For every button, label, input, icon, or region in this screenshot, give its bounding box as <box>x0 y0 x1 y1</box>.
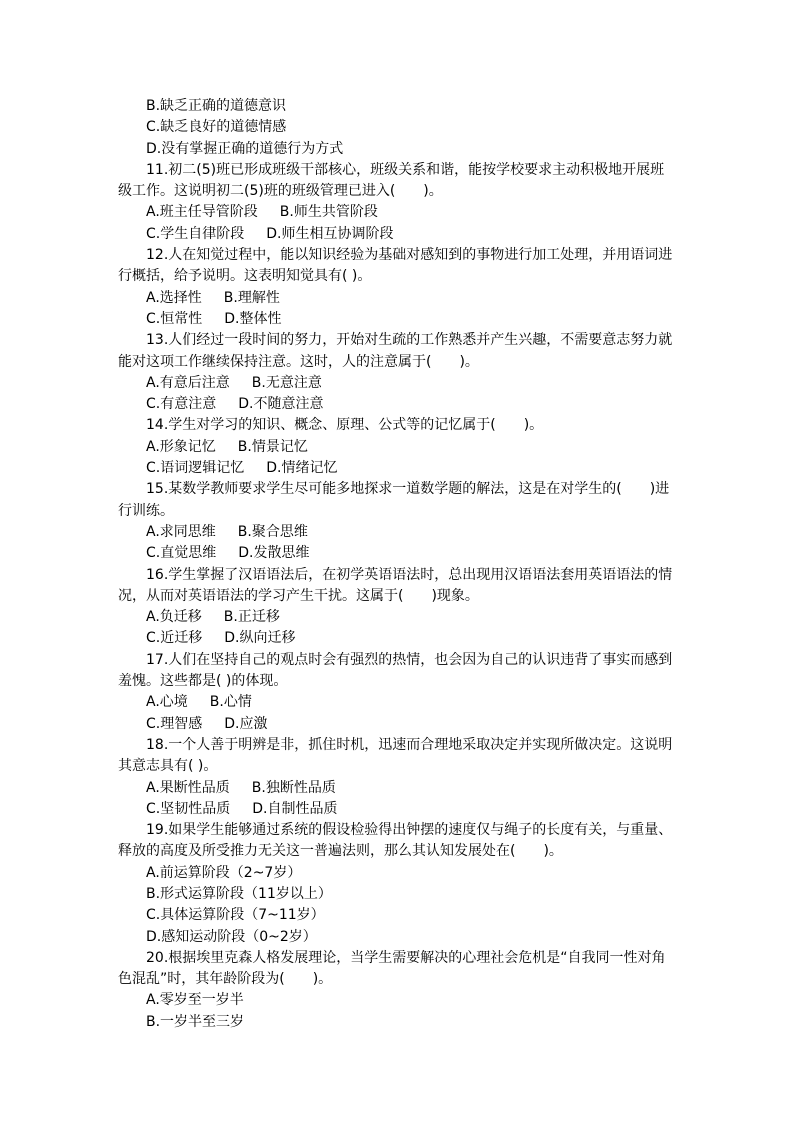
option: C.恒常性 <box>146 310 203 327</box>
option: C.有意注意 <box>146 396 217 413</box>
question-stem-line: 14.学生对学习的知识、概念、原理、公式等的记忆属于( )。 <box>146 417 544 434</box>
question-14 <box>118 415 680 479</box>
option-row <box>118 543 680 564</box>
option: B.正迁移 <box>223 609 280 626</box>
question-stem-line: 12.人在知觉过程中，能以知识经验为基础对感知到的事物进行加工处理，并用语词进 <box>146 247 673 264</box>
option-row <box>118 373 680 394</box>
option-row <box>118 309 680 330</box>
option: D.发散思维 <box>238 545 310 562</box>
option: D.情绪记忆 <box>266 460 338 477</box>
option-row <box>118 863 680 884</box>
option: C.学生自律阶段 <box>146 225 245 242</box>
option-row <box>118 714 680 735</box>
option: B.心情 <box>209 694 252 711</box>
option: A.负迁移 <box>146 609 202 626</box>
question-stem-line: 能对这项工作继续保持注意。这时，人的注意属于( )。 <box>118 353 479 370</box>
option: B.形式运算阶段（11岁以上） <box>146 885 332 902</box>
document-page <box>118 96 680 1033</box>
option-row <box>118 202 680 223</box>
option: D.没有掌握正确的道德行为方式 <box>146 140 344 157</box>
option: C.理智感 <box>146 715 203 732</box>
question-stem-line: 况，从而对英语语法的学习产生干扰。这属于( )现象。 <box>118 587 479 604</box>
question-stem-line: 17.人们在坚持自己的观点时会有强烈的热情，也会因为自己的认识违背了事实而感到 <box>146 651 673 668</box>
option-row <box>118 1012 680 1033</box>
question-12 <box>118 245 680 330</box>
option: A.果断性品质 <box>146 779 230 796</box>
option: C.缺乏良好的道德情感 <box>146 119 287 136</box>
question-stem-line: 20.根据埃里克森人格发展理论，当学生需要解决的心理社会危机是“自我同一性对角 <box>146 949 666 966</box>
option-row <box>118 628 680 649</box>
option: A.有意后注意 <box>146 374 230 391</box>
option-row <box>118 778 680 799</box>
option: D.纵向迁移 <box>224 630 296 647</box>
option-row <box>118 927 680 948</box>
option: A.选择性 <box>146 289 202 306</box>
option-row <box>118 990 680 1011</box>
option: A.心境 <box>146 694 188 711</box>
option: C.坚韧性品质 <box>146 800 231 817</box>
question-stem-line: 19.如果学生能够通过系统的假设检验得出钟摆的速度仅与绳子的长度有关，与重量、 <box>146 822 673 839</box>
option: D.自制性品质 <box>252 800 338 817</box>
option-row <box>118 288 680 309</box>
question-stem-line: 11.初二(5)班已形成班级干部核心，班级关系和谐，能按学校要求主动积极地开展班 <box>146 161 665 178</box>
option: B.一岁半至三岁 <box>146 1013 245 1030</box>
option: A.形象记忆 <box>146 438 216 455</box>
option-row <box>118 607 680 628</box>
option-row <box>118 884 680 905</box>
option: D.整体性 <box>224 310 282 327</box>
option: C.语词逻辑记忆 <box>146 460 245 477</box>
question-17 <box>118 650 680 735</box>
question-stem-line: 级工作。这说明初二(5)班的班级管理已进入( )。 <box>118 183 443 200</box>
question-stem-line: 行概括，给予说明。这表明知觉具有( )。 <box>118 268 372 285</box>
question-20 <box>118 948 680 1033</box>
option: B.情景记忆 <box>237 438 308 455</box>
option: A.零岁至一岁半 <box>146 992 244 1009</box>
question-16 <box>118 565 680 650</box>
option: D.不随意注意 <box>238 396 324 413</box>
option: C.近迁移 <box>146 630 203 647</box>
question-13 <box>118 330 680 415</box>
question-stem-line: 色混乱”时，其年龄阶段为( )。 <box>118 971 333 988</box>
option-row <box>118 224 680 245</box>
option-row <box>118 692 680 713</box>
option-row <box>118 394 680 415</box>
option: B.独断性品质 <box>251 779 336 796</box>
question-stem-line: 15.某数学教师要求学生尽可能多地探求一道数学题的解法，这是在对学生的( )进 <box>146 481 670 498</box>
question-stem-line: 羞愧。这些都是( )的体现。 <box>118 673 288 690</box>
option: D.感知运动阶段（0~2岁） <box>146 928 317 945</box>
question-stem-line: 18.一个人善于明辨是非，抓住时机，迅速而合理地采取决定并实现所做决定。这说明 <box>146 736 673 753</box>
option: B.无意注意 <box>251 374 322 391</box>
option: D.应激 <box>224 715 268 732</box>
question-stem-line: 其意志具有( )。 <box>118 758 218 775</box>
option: B.师生共管阶段 <box>279 204 378 221</box>
question-stem-line: 13.人们经过一段时间的努力，开始对生疏的工作熟悉并产生兴趣，不需要意志努力就 <box>146 332 673 349</box>
option: B.聚合思维 <box>237 523 308 540</box>
option: C.直觉思维 <box>146 545 217 562</box>
option: B.缺乏正确的道德意识 <box>146 98 287 114</box>
option: C.具体运算阶段（7~11岁） <box>146 907 325 924</box>
option: B.理解性 <box>223 289 280 306</box>
option-row <box>118 522 680 543</box>
option: D.师生相互协调阶段 <box>266 225 394 242</box>
question-stem-line: 释放的高度及所受推力无关这一普遍法则，那么其认知发展处在( )。 <box>118 843 563 860</box>
option: A.前运算阶段（2~7岁） <box>146 864 302 881</box>
option-row <box>118 905 680 926</box>
option-row <box>118 799 680 820</box>
question-stem-line: 16.学生掌握了汉语语法后，在初学英语语法时，总出现用汉语语法套用英语语法的情 <box>146 566 673 583</box>
question-stem-line: 行训练。 <box>118 502 174 519</box>
question-15 <box>118 479 680 564</box>
question-11 <box>118 160 680 245</box>
option: A.班主任导管阶段 <box>146 204 258 221</box>
question-19 <box>118 820 680 948</box>
question-18 <box>118 735 680 820</box>
option: A.求同思维 <box>146 523 216 540</box>
option-row <box>118 437 680 458</box>
option-row <box>118 458 680 479</box>
